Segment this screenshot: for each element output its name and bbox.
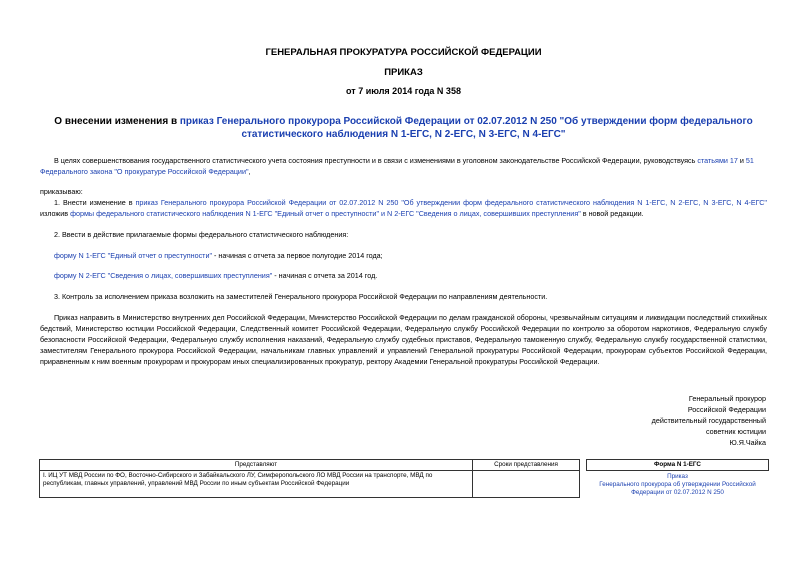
table-header-cell: Сроки представления [473,460,580,471]
form-link-line[interactable]: Федерации от 02.07.2012 N 250 [631,489,724,496]
table-row [40,471,580,498]
form-link-line[interactable]: Генерального прокурора об утверждении Российской [599,481,756,488]
reporting-table [39,459,580,498]
table-header-cell: Представляют [40,460,473,471]
document-title [40,115,767,141]
table-cell [473,471,580,498]
signature-line: действительный государственный [651,416,766,425]
item-1-text-b: изложив [40,209,71,218]
intro-paragraph [40,155,767,177]
intro-text: В целях совершенствования государственного статистического учета состояния преступности и в связи с изменениями в уголовном законодательстве Российской Федерации, руководствуясь [54,156,698,165]
prosecution-law-link[interactable]: Федерального закона "О прокуратуре Российской Федерации" [40,167,249,176]
organization-heading: ГЕНЕРАЛЬНАЯ ПРОКУРАТУРА РОССИЙСКОЙ ФЕДЕРАЦИИ [265,47,542,58]
form-1-text: - начиная с отчета за первое полугодие 2014 года; [212,251,383,260]
form-order-link[interactable] [586,473,769,497]
form-2-paragraph [40,270,767,281]
form-2-link[interactable]: форму N 2-ЕГС "Сведения о лицах, совершивших преступления" [54,271,273,280]
distribution-paragraph: Приказ направить в Министерство внутренних дел Российской Федерации, Министерство Российской Федерации по делам гражданской обороны, чрезвычайным ситуациям и ликвидации последствий стихийных бедствий, Министерство юстиции Российской Федерации, Следственный комитет Российской Федерации, Федеральную службу Российской Федерации по контролю за оборотом наркотиков, Федеральную службу безопасности Российской Федерации, Федеральную службу исполнения наказаний, Федеральную службу судебных приставов, Федеральную таможенную службу, Федеральную службу государственной статистики, заместителям Генерального прокурора Российской Федерации, начальникам главных управлений и управлений Генеральной прокуратуры Российской Федерации, прокурорам субъектов Российской Федерации, приравненным к ним военным прокурорам и прокурорам иных специализированных прокуратур, ректору Академии Генеральной прокуратуры Российской Федерации. [40,313,767,366]
article-51-link[interactable]: 51 [745,156,754,165]
form-2-text: - начиная с отчета за 2014 год. [272,271,378,280]
table-cell: I. ИЦ УТ МВД России по ФО, Восточно-Сибирского и Забайкальского ЛУ, Симферопольского ЛО МВД России на транспорте, МВД по республикам, главных управлений, управлений МВД России по иным субъектам Российской Федерации [40,471,473,498]
item-1-text-c: в новой редакции. [580,209,644,218]
item-1-paragraph [40,197,767,219]
signature-line: Генеральный прокурор [688,394,766,403]
form-link-line[interactable]: Приказ [667,473,688,480]
document-type: ПРИКАЗ [384,67,423,78]
item-3-paragraph: 3. Контроль за исполнением приказа возложить на заместителей Генерального прокурора Российской Федерации по направлениям деятельности. [54,292,548,301]
document-date-number: от 7 июля 2014 года N 358 [346,86,461,96]
form-1-link[interactable]: форму N 1-ЕГС "Единый отчет о преступности" [54,251,213,260]
signature-name: Ю.Я.Чайка [729,438,766,447]
item-1-text: 1. Внести изменение в [54,198,136,207]
item-1-order-link[interactable]: приказ Генерального прокурора Российской Федерации от 02.07.2012 N 250 "Об утверждении форм федерального статистического наблюдения N 1-ЕГС, N 2-ЕГС, N 3-ЕГС, N 4-ЕГС" [135,198,767,207]
signature-line: советник юстиции [705,427,766,436]
article-17-link[interactable]: статьями 17 [697,156,738,165]
signature-block [652,393,766,448]
signature-line: Российской Федерации [687,405,766,414]
title-order-link[interactable]: приказ Генерального прокурора Российской Федерации от 02.07.2012 N 250 "Об утверждении форм федерального статистического наблюдения N 1-ЕГС, N 2-ЕГС, N 3-ЕГС, N 4-ЕГС" [179,116,753,140]
form-label-box [586,459,769,497]
order-word: приказываю: [40,187,83,196]
item-2-paragraph: 2. Ввести в действие прилагаемые формы федерального статистического наблюдения: [54,230,349,239]
title-prefix: О внесении изменения в [54,116,180,127]
form-title: Форма N 1-ЕГС [586,459,769,471]
table-header-row [40,460,580,471]
intro-end-text: , [248,167,251,176]
form-1-paragraph [40,250,767,261]
item-1-forms-link[interactable]: формы федерального статистического наблюдения N 1-ЕГС "Единый отчет о преступности" и N 2-ЕГС "Сведения о лицах, совершивших преступления" [70,209,581,218]
intro-and-text: и [737,156,746,165]
